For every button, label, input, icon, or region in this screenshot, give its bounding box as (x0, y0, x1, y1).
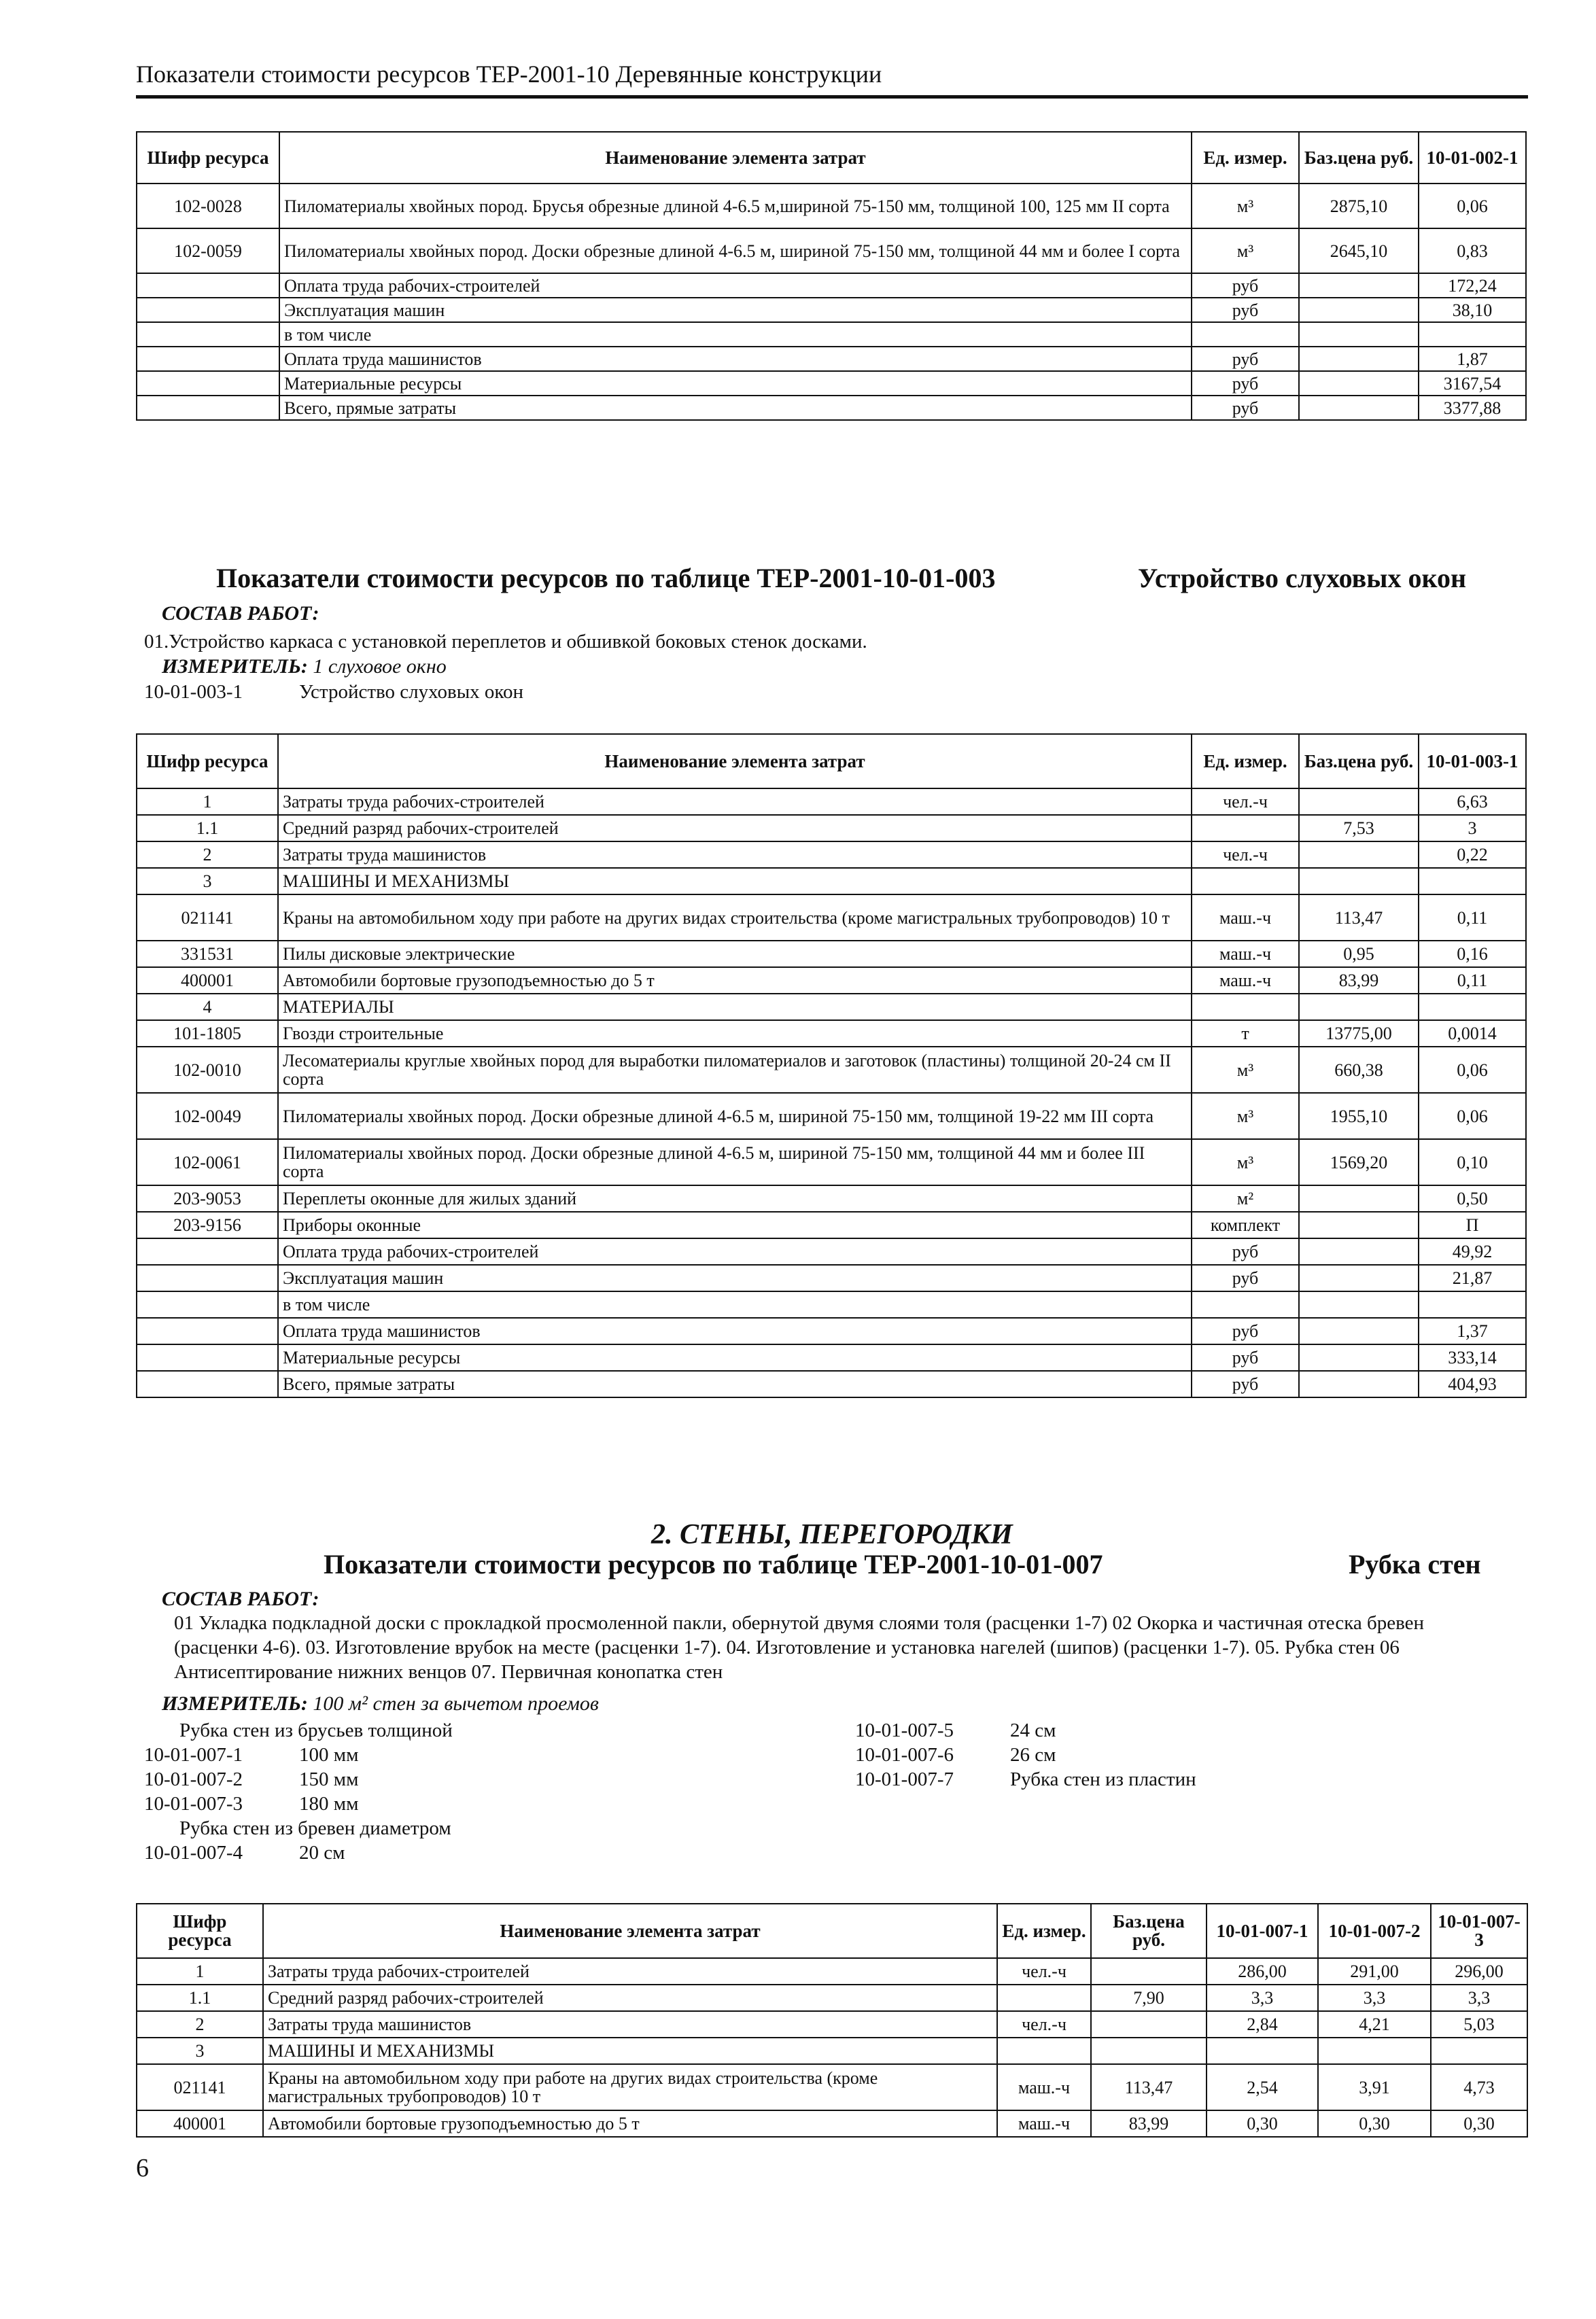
item-code-007-4: 10-01-007-4 (144, 1842, 243, 1864)
cell-unit: чел.-ч (1192, 841, 1299, 868)
cell-value (1419, 322, 1526, 347)
table-row (137, 788, 1526, 815)
cell-price (1299, 994, 1419, 1020)
cell-price (1299, 868, 1419, 894)
item-name-007-2: 150 мм (299, 1768, 359, 1790)
item-code-007-5: 10-01-007-5 (855, 1720, 954, 1741)
col-header-unit: Ед. измер. (1192, 734, 1299, 788)
table-row (137, 1212, 1526, 1238)
cell-unit: м³ (1192, 184, 1299, 228)
cell-code (137, 273, 279, 298)
col-header-price: Баз.цена руб. (1091, 1904, 1207, 1958)
cell-name: Автомобили бортовые грузоподъемностью до 5 т (278, 967, 1192, 994)
cell-name: Эксплуатация машин (279, 298, 1192, 322)
table-row (137, 1318, 1526, 1344)
meter-label-text: ИЗМЕРИТЕЛЬ: (162, 1692, 308, 1715)
cell-unit: комплект (1192, 1212, 1299, 1238)
item-name-007-1: 100 мм (299, 1744, 359, 1766)
cell-price (1299, 396, 1419, 420)
table-row (137, 868, 1526, 894)
cell-code (137, 396, 279, 420)
meter-value-007: 100 м² стен за вычетом проемов (313, 1692, 599, 1715)
table-row (137, 1020, 1526, 1047)
table-row (137, 2064, 1527, 2110)
cell-name: Всего, прямые затраты (278, 1371, 1192, 1397)
cell-code: 1 (137, 1958, 263, 1985)
col-header-name: Наименование элемента затрат (263, 1904, 997, 1958)
cell-value: 3,91 (1318, 2064, 1431, 2110)
cell-name: Оплата труда машинистов (279, 347, 1192, 371)
cell-value: 0,06 (1419, 1093, 1526, 1139)
meter-value-003: 1 слуховое окно (313, 655, 447, 678)
cell-value: 172,24 (1419, 273, 1526, 298)
meter-label-003 (162, 655, 447, 678)
cell-value: 4,21 (1318, 2011, 1431, 2038)
cell-code: 2 (137, 2011, 263, 2038)
chapter-title: 2. СТЕНЫ, ПЕРЕГОРОДКИ (651, 1519, 1013, 1550)
cell-value: 2,54 (1207, 2064, 1318, 2110)
cell-value: 3,3 (1431, 1985, 1527, 2011)
table-row (137, 371, 1526, 396)
cell-name: Средний разряд рабочих-строителей (278, 815, 1192, 841)
cell-name: МАШИНЫ И МЕХАНИЗМЫ (278, 868, 1192, 894)
cell-code: 203-9053 (137, 1185, 278, 1212)
table-row (137, 184, 1526, 228)
col-header-unit: Ед. измер. (1192, 132, 1299, 184)
item-code-007-7: 10-01-007-7 (855, 1768, 954, 1790)
col-header-value-1: 10-01-007-1 (1207, 1904, 1318, 1958)
item-code-003-1: 10-01-003-1 (144, 681, 243, 703)
cell-value (1419, 994, 1526, 1020)
works-label-007: СОСТАВ РАБОТ: (162, 1588, 319, 1610)
cell-code: 102-0028 (137, 184, 279, 228)
cell-value: 0,11 (1419, 967, 1526, 994)
cell-price (1299, 298, 1419, 322)
cell-name: Приборы оконные (278, 1212, 1192, 1238)
cell-name: Краны на автомобильном ходу при работе на других видах строительства (кроме магистральных трубопроводов) 10 т (263, 2064, 997, 2110)
cell-value: 0,10 (1419, 1139, 1526, 1185)
cell-value: 0,11 (1419, 894, 1526, 941)
cell-value: 1,37 (1419, 1318, 1526, 1344)
cell-price (1299, 841, 1419, 868)
cell-code: 1 (137, 788, 278, 815)
cell-value: 38,10 (1419, 298, 1526, 322)
cell-value: 2,84 (1207, 2011, 1318, 2038)
table-row (137, 347, 1526, 371)
item-code-007-3: 10-01-007-3 (144, 1793, 243, 1815)
cell-value (1431, 2038, 1527, 2064)
table-row (137, 994, 1526, 1020)
cell-name: Автомобили бортовые грузоподъемностью до 5 т (263, 2110, 997, 2137)
meter-label-007 (162, 1692, 599, 1715)
cell-code: 021141 (137, 894, 278, 941)
cell-value: 1,87 (1419, 347, 1526, 371)
cell-price (1299, 1185, 1419, 1212)
cell-name: Затраты труда машинистов (263, 2011, 997, 2038)
cell-value (1207, 2038, 1318, 2064)
cell-unit: маш.-ч (1192, 941, 1299, 967)
cell-value: 0,0014 (1419, 1020, 1526, 1047)
cell-code: 400001 (137, 2110, 263, 2137)
cell-value: 333,14 (1419, 1344, 1526, 1371)
cell-name: Лесоматериалы круглые хвойных пород для выработки пиломатериалов и заготовок (пластины) толщиной 20-24 см II сорта (278, 1047, 1192, 1093)
table-row (137, 1344, 1526, 1371)
col-header-code: Шифр ресурса (137, 734, 278, 788)
cell-unit: руб (1192, 396, 1299, 420)
table-row (137, 1371, 1526, 1397)
cell-unit: м³ (1192, 1047, 1299, 1093)
resource-table-10-01-002 (136, 131, 1527, 421)
col-header-price: Баз.цена руб. (1299, 132, 1419, 184)
cell-price: 83,99 (1299, 967, 1419, 994)
table-row (137, 967, 1526, 994)
cell-code (137, 1291, 278, 1318)
cell-value: 0,30 (1207, 2110, 1318, 2137)
cell-unit: м³ (1192, 1139, 1299, 1185)
item-name-007-7: Рубка стен из пластин (1010, 1768, 1196, 1790)
col-header-value-2: 10-01-007-2 (1318, 1904, 1431, 1958)
cell-code: 1.1 (137, 815, 278, 841)
cell-value: 286,00 (1207, 1958, 1318, 1985)
cell-value: 291,00 (1318, 1958, 1431, 1985)
cell-name: Пиломатериалы хвойных пород. Доски обрезные длиной 4-6.5 м, шириной 75-150 мм, толщиной 19-22 мм III сорта (278, 1093, 1192, 1139)
item-code-007-6: 10-01-007-6 (855, 1744, 954, 1766)
cell-name: Переплеты оконные для жилых зданий (278, 1185, 1192, 1212)
col-header-code: Шифр ресурса (137, 132, 279, 184)
cell-code: 203-9156 (137, 1212, 278, 1238)
cell-name: Пилы дисковые электрические (278, 941, 1192, 967)
cell-unit (1192, 322, 1299, 347)
cell-price (1299, 1318, 1419, 1344)
cell-value: 0,06 (1419, 1047, 1526, 1093)
cell-unit: чел.-ч (1192, 788, 1299, 815)
section-subject-003: Устройство слуховых окон (1138, 563, 1467, 593)
cell-value: 3,3 (1318, 1985, 1431, 2011)
cell-name: Материальные ресурсы (279, 371, 1192, 396)
section-title-007: Показатели стоимости ресурсов по таблице ТЕР-2001-10-01-007 (324, 1549, 1103, 1580)
cell-name: Материальные ресурсы (278, 1344, 1192, 1371)
cell-name: Пиломатериалы хвойных пород. Доски обрезные длиной 4-6.5 м, шириной 75-150 мм, толщиной 44 мм и более III сорта (278, 1139, 1192, 1185)
cell-unit: руб (1192, 347, 1299, 371)
cell-price: 2875,10 (1299, 184, 1419, 228)
cell-code: 3 (137, 2038, 263, 2064)
table-row (137, 894, 1526, 941)
cell-value: 5,03 (1431, 2011, 1527, 2038)
cell-name: Эксплуатация машин (278, 1265, 1192, 1291)
cell-code: 102-0061 (137, 1139, 278, 1185)
cell-unit: маш.-ч (997, 2110, 1091, 2137)
cell-code: 102-0010 (137, 1047, 278, 1093)
cell-value: 0,30 (1318, 2110, 1431, 2137)
cell-code: 102-0049 (137, 1093, 278, 1139)
cell-code: 4 (137, 994, 278, 1020)
meter-label-text: ИЗМЕРИТЕЛЬ: (162, 655, 308, 678)
works-text-007: 01 Укладка подкладной доски с прокладкой просмоленной пакли, обернутой двумя слоями толя (расценки 1-7) 02 Окорка и частичная отеска бревен (расценки 4-6). 03. Изготовление врубок на месте (расценки 1-7). 04. Изготовление и установка нагелей (шипов) (расценки 1-7). 05. Рубка стен 06 Антисептирование нижних венцов 07. Первичная конопатка стен (174, 1612, 1425, 1683)
cell-price (1299, 1265, 1419, 1291)
header-rule (136, 95, 1528, 99)
cell-price (1299, 1371, 1419, 1397)
item-code-007-2: 10-01-007-2 (144, 1768, 243, 1790)
table-row (137, 1093, 1526, 1139)
cell-unit: руб (1192, 1371, 1299, 1397)
cell-unit (1192, 1291, 1299, 1318)
cell-price: 0,95 (1299, 941, 1419, 967)
table-row (137, 273, 1526, 298)
cell-price: 83,99 (1091, 2110, 1207, 2137)
cell-value: 4,73 (1431, 2064, 1527, 2110)
item-name-007-6: 26 см (1010, 1744, 1056, 1766)
cell-value (1419, 1291, 1526, 1318)
cell-value: 6,63 (1419, 788, 1526, 815)
table-row (137, 322, 1526, 347)
item-name-007-5: 24 см (1010, 1720, 1056, 1741)
cell-price: 7,53 (1299, 815, 1419, 841)
cell-value: 404,93 (1419, 1371, 1526, 1397)
cell-name: Пиломатериалы хвойных пород. Доски обрезные длиной 4-6.5 м, шириной 75-150 мм, толщиной 44 мм и более I сорта (279, 228, 1192, 273)
cell-code (137, 1371, 278, 1397)
cell-code: 400001 (137, 967, 278, 994)
cell-price: 1955,10 (1299, 1093, 1419, 1139)
cell-value: П (1419, 1212, 1526, 1238)
table-row (137, 2038, 1527, 2064)
cell-name: Оплата труда рабочих-строителей (279, 273, 1192, 298)
page-number: 6 (136, 2154, 149, 2182)
works-label-003: СОСТАВ РАБОТ: (162, 602, 319, 625)
table-row (137, 1958, 1527, 1985)
cell-unit: м³ (1192, 228, 1299, 273)
running-header: Показатели стоимости ресурсов ТЕР-2001-10 Деревянные конструкции (136, 60, 882, 88)
cell-value: 296,00 (1431, 1958, 1527, 1985)
cell-price: 113,47 (1091, 2064, 1207, 2110)
cell-value: 0,50 (1419, 1185, 1526, 1212)
cell-code: 101-1805 (137, 1020, 278, 1047)
cell-price: 7,90 (1091, 1985, 1207, 2011)
cell-code (137, 371, 279, 396)
cell-unit: чел.-ч (997, 1958, 1091, 1985)
cell-unit (997, 2038, 1091, 2064)
cell-code (137, 347, 279, 371)
cell-value: 3167,54 (1419, 371, 1526, 396)
cell-name: Оплата труда рабочих-строителей (278, 1238, 1192, 1265)
cell-value: 0,22 (1419, 841, 1526, 868)
cell-value: 21,87 (1419, 1265, 1526, 1291)
cell-value (1318, 2038, 1431, 2064)
col-header-code: Шифр ресурса (137, 1904, 263, 1958)
table-row (137, 1265, 1526, 1291)
resource-table-10-01-007 (136, 1903, 1528, 2138)
subheading-logs: Рубка стен из бревен диаметром (179, 1817, 451, 1839)
cell-price (1299, 371, 1419, 396)
cell-name: Затраты труда рабочих-строителей (263, 1958, 997, 1985)
cell-price: 13775,00 (1299, 1020, 1419, 1047)
cell-code: 331531 (137, 941, 278, 967)
col-header-value: 10-01-002-1 (1419, 132, 1526, 184)
cell-value: 0,06 (1419, 184, 1526, 228)
table-row (137, 841, 1526, 868)
cell-unit (997, 1985, 1091, 2011)
cell-value: 0,16 (1419, 941, 1526, 967)
cell-unit: руб (1192, 1265, 1299, 1291)
cell-price: 113,47 (1299, 894, 1419, 941)
table-row (137, 941, 1526, 967)
cell-code (137, 1318, 278, 1344)
cell-value: 49,92 (1419, 1238, 1526, 1265)
cell-name: Оплата труда машинистов (278, 1318, 1192, 1344)
cell-unit: маш.-ч (997, 2064, 1091, 2110)
table-row (137, 396, 1526, 420)
col-header-value-3: 10-01-007-3 (1431, 1904, 1527, 1958)
cell-name: в том числе (279, 322, 1192, 347)
cell-unit: руб (1192, 1344, 1299, 1371)
item-name-007-3: 180 мм (299, 1793, 359, 1815)
col-header-price: Баз.цена руб. (1299, 734, 1419, 788)
cell-price (1299, 347, 1419, 371)
item-name-007-4: 20 см (299, 1842, 345, 1864)
cell-unit: руб (1192, 371, 1299, 396)
table-row (137, 2110, 1527, 2137)
table-row (137, 1291, 1526, 1318)
cell-unit: чел.-ч (997, 2011, 1091, 2038)
cell-price: 660,38 (1299, 1047, 1419, 1093)
cell-price: 2645,10 (1299, 228, 1419, 273)
cell-unit: маш.-ч (1192, 967, 1299, 994)
cell-name: Краны на автомобильном ходу при работе на других видах строительства (кроме магистральных трубопроводов) 10 т (278, 894, 1192, 941)
cell-price (1299, 1238, 1419, 1265)
cell-unit (1192, 815, 1299, 841)
cell-code (137, 322, 279, 347)
table-row (137, 1238, 1526, 1265)
cell-code: 1.1 (137, 1985, 263, 2011)
cell-value: 0,83 (1419, 228, 1526, 273)
cell-value: 3 (1419, 815, 1526, 841)
cell-price (1299, 1212, 1419, 1238)
table-row (137, 1139, 1526, 1185)
cell-price (1091, 2038, 1207, 2064)
cell-value: 0,30 (1431, 2110, 1527, 2137)
cell-code (137, 298, 279, 322)
item-code-007-1: 10-01-007-1 (144, 1744, 243, 1766)
cell-unit (1192, 868, 1299, 894)
cell-unit: руб (1192, 1238, 1299, 1265)
table-row (137, 1047, 1526, 1093)
cell-unit: т (1192, 1020, 1299, 1047)
cell-price: 1569,20 (1299, 1139, 1419, 1185)
cell-unit: руб (1192, 273, 1299, 298)
col-header-value: 10-01-003-1 (1419, 734, 1526, 788)
cell-unit: м² (1192, 1185, 1299, 1212)
table-row (137, 2011, 1527, 2038)
col-header-name: Наименование элемента затрат (279, 132, 1192, 184)
cell-price (1091, 2011, 1207, 2038)
cell-code: 102-0059 (137, 228, 279, 273)
cell-name: Пиломатериалы хвойных пород. Брусья обрезные длиной 4-6.5 м,шириной 75-150 мм, толщиной 100, 125 мм II сорта (279, 184, 1192, 228)
cell-code (137, 1344, 278, 1371)
cell-name: МАТЕРИАЛЫ (278, 994, 1192, 1020)
cell-unit: руб (1192, 1318, 1299, 1344)
cell-unit: руб (1192, 298, 1299, 322)
col-header-unit: Ед. измер. (997, 1904, 1091, 1958)
cell-code (137, 1238, 278, 1265)
table-row (137, 228, 1526, 273)
cell-unit: м³ (1192, 1093, 1299, 1139)
item-name-003-1: Устройство слуховых окон (299, 681, 524, 703)
subheading-beams: Рубка стен из брусьев толщиной (179, 1720, 453, 1741)
cell-unit: маш.-ч (1192, 894, 1299, 941)
cell-price (1091, 1958, 1207, 1985)
cell-value: 3377,88 (1419, 396, 1526, 420)
cell-name: Средний разряд рабочих-строителей (263, 1985, 997, 2011)
cell-name: Затраты труда рабочих-строителей (278, 788, 1192, 815)
cell-code: 2 (137, 841, 278, 868)
cell-code: 021141 (137, 2064, 263, 2110)
table-row (137, 298, 1526, 322)
cell-name: Затраты труда машинистов (278, 841, 1192, 868)
section-title-003: Показатели стоимости ресурсов по таблице ТЕР-2001-10-01-003 (216, 563, 996, 593)
col-header-name: Наименование элемента затрат (278, 734, 1192, 788)
cell-name: МАШИНЫ И МЕХАНИЗМЫ (263, 2038, 997, 2064)
cell-price (1299, 273, 1419, 298)
cell-code (137, 1265, 278, 1291)
cell-price (1299, 1291, 1419, 1318)
cell-value: 3,3 (1207, 1985, 1318, 2011)
cell-name: Гвозди строительные (278, 1020, 1192, 1047)
cell-price (1299, 788, 1419, 815)
cell-name: в том числе (278, 1291, 1192, 1318)
cell-name: Всего, прямые затраты (279, 396, 1192, 420)
table-row (137, 1185, 1526, 1212)
cell-price (1299, 322, 1419, 347)
works-text-003: 01.Устройство каркаса с установкой переплетов и обшивкой боковых стенок досками. (144, 631, 867, 652)
cell-price (1299, 1344, 1419, 1371)
table-row (137, 1985, 1527, 2011)
cell-code: 3 (137, 868, 278, 894)
cell-unit (1192, 994, 1299, 1020)
section-subject-007: Рубка стен (1349, 1549, 1481, 1580)
table-row (137, 815, 1526, 841)
resource-table-10-01-003 (136, 733, 1527, 1398)
cell-value (1419, 868, 1526, 894)
